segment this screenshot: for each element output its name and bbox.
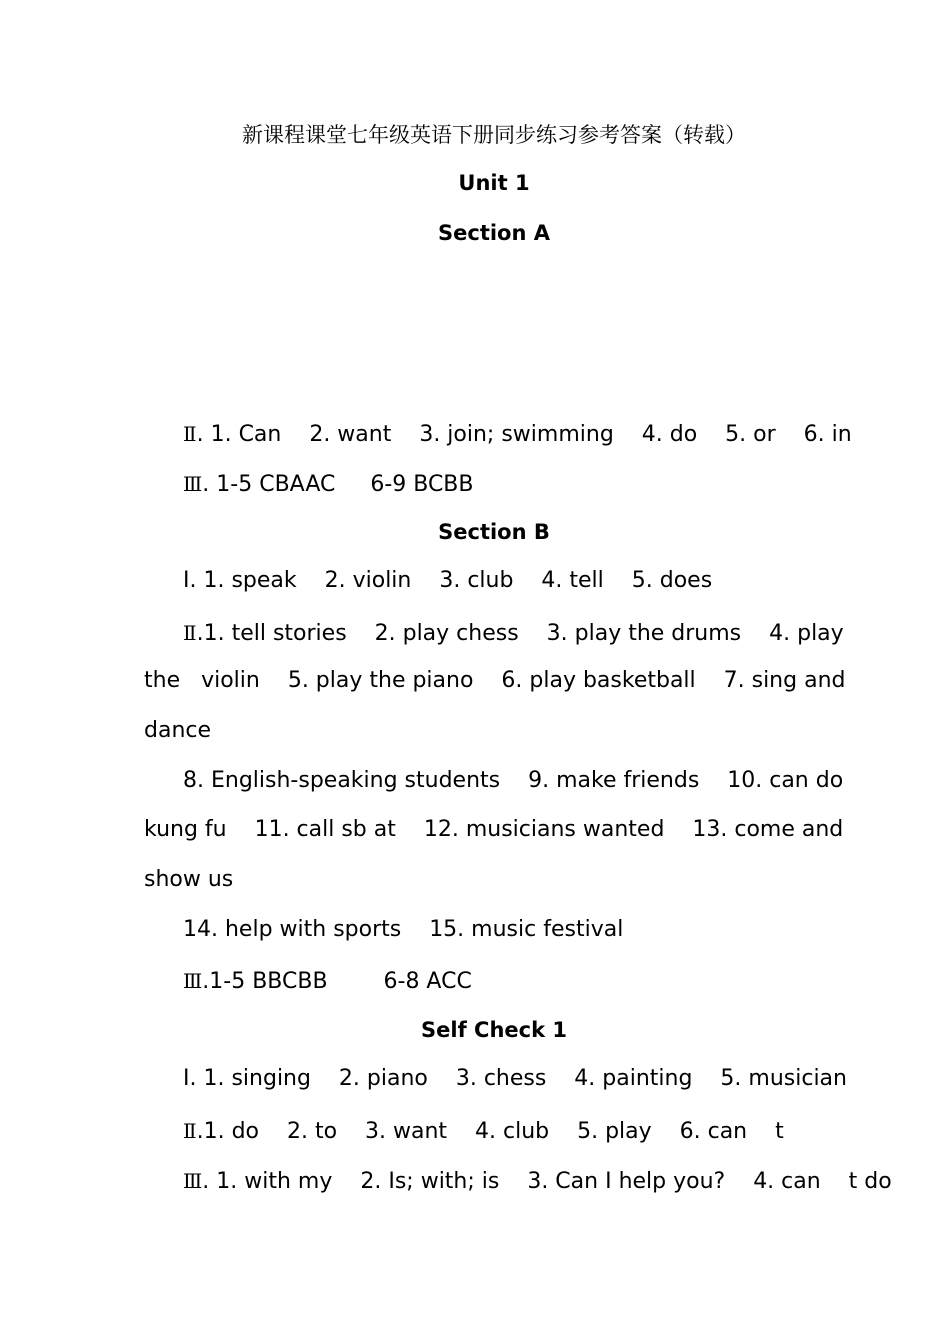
answer-text: . 1. Can 2. want 3. join; swimming 4. do 5. or 6. in <box>196 422 852 447</box>
roman-numeral: Ⅲ <box>183 969 203 993</box>
section-b-answer-line-2 <box>183 619 844 648</box>
section-b-answer-line-8: 8. English-speaking students 9. make friends 10. can do <box>183 768 844 793</box>
roman-numeral: Ⅱ <box>183 422 197 446</box>
section-b-answer-line-8-continued-2: show us <box>144 867 234 892</box>
self-check-answer-line-3 <box>183 1167 892 1196</box>
answer-text: . 1-5 CBAAC 6-9 BCBB <box>202 472 474 497</box>
answer-text: .1. tell stories 2. play chess 3. play the drums 4. play <box>196 621 844 646</box>
section-a-answer-line-3 <box>183 470 474 499</box>
self-check-answer-line-1: I. 1. singing 2. piano 3. chess 4. painting 5. musician <box>183 1066 847 1091</box>
roman-numeral: Ⅱ <box>183 1119 197 1143</box>
roman-numeral: Ⅲ <box>183 1169 203 1193</box>
self-check-answer-line-2 <box>183 1117 784 1146</box>
section-b-answer-line-2-continued: the violin 5. play the piano 6. play basketball 7. sing and <box>144 668 846 693</box>
section-a-answer-line-2 <box>183 420 852 449</box>
section-b-answer-line-3 <box>183 967 472 996</box>
answer-text: .1. do 2. to 3. want 4. club 5. play 6. can t <box>196 1119 784 1144</box>
answer-text: .1-5 BBCBB 6-8 ACC <box>202 969 472 994</box>
roman-numeral: Ⅱ <box>183 621 197 645</box>
section-b-answer-line-8-continued: kung fu 11. call sb at 12. musicians wanted 13. come and <box>144 817 844 842</box>
section-b-answer-line-14: 14. help with sports 15. music festival <box>183 917 624 942</box>
document-title: 新课程课堂七年级英语下册同步练习参考答案（转载） <box>242 123 746 147</box>
roman-numeral: Ⅲ <box>183 472 203 496</box>
answer-text: . 1. with my 2. Is; with; is 3. Can I help you? 4. can t do <box>202 1169 892 1194</box>
unit-heading: Unit 1 <box>458 171 530 195</box>
section-a-heading: Section A <box>438 221 550 245</box>
section-b-answer-line-1: I. 1. speak 2. violin 3. club 4. tell 5. does <box>183 568 713 593</box>
section-b-answer-line-2-continued-2: dance <box>144 718 212 743</box>
self-check-heading: Self Check 1 <box>421 1018 567 1042</box>
section-b-heading: Section B <box>438 520 550 544</box>
